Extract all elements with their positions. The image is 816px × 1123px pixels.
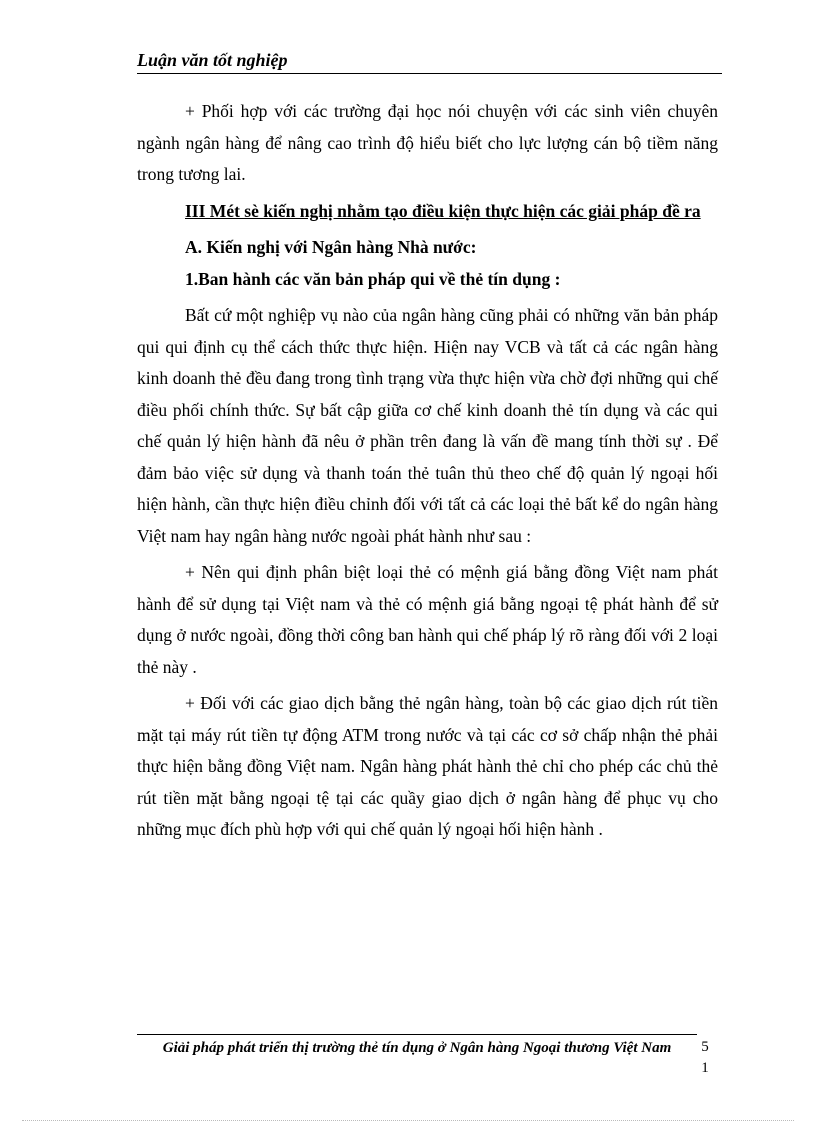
paragraph-cooperation: + Phối hợp với các trường đại học nói chuyện với các sinh viên chuyên ngành ngân hàng để nâng cao trình độ hiểu biết cho lực lượng cán bộ tiềm năng trong tương lai. — [137, 101, 718, 184]
document-body — [137, 96, 718, 846]
subheading-1: 1.Ban hành các văn bản pháp qui về thẻ tín dụng : — [185, 268, 561, 289]
section-heading: III Mét sè kiến nghị nhằm tạo điều kiện thực hiện các giải pháp đề ra — [185, 200, 701, 221]
paragraph-regulations: Bất cứ một nghiệp vụ nào của ngân hàng cũng phải có những văn bản pháp qui qui định cụ thể cách thức thực hiện. Hiện nay VCB và tất cả các ngân hàng kinh doanh thẻ đều đang trong tình trạng vừa thực hiện vừa chờ đợi những qui chế điều phối chính thức. Sự bất cập giữa cơ chế kinh doanh thẻ tín dụng và các qui chế quản lý hiện hành đã nêu ở phần trên đang là vấn đề mang tính thời sự . Để đảm bảo việc sử dụng và thanh toán thẻ tuân thủ theo chế độ quản lý ngoại hối hiện hành, cần thực hiện điều chỉnh đối với tất cả các loại thẻ bất kể do ngân hàng Việt nam hay ngân hàng nước ngoài phát hành như sau : — [137, 305, 718, 546]
page-number — [698, 1037, 712, 1079]
paragraph-card-denomination: + Nên qui định phân biệt loại thẻ có mệnh giá bằng đồng Việt nam phát hành để sử dụng tại Việt nam và thẻ có mệnh giá bằng ngoại tệ phát hành để sử dụng ở nước ngoài, đồng thời công ban hành qui chế pháp lý rõ ràng đối với 2 loại thẻ này . — [137, 562, 718, 677]
page-header-title: Luận văn tốt nghiệp — [137, 48, 722, 74]
paragraph-card-transactions: + Đối với các giao dịch bằng thẻ ngân hàng, toàn bộ các giao dịch rút tiền mặt tại máy rút tiền tự động ATM trong nước và tại các cơ sở chấp nhận thẻ phải thực hiện bằng đồng Việt nam. Ngân hàng phát hành thẻ chỉ cho phép các chủ thẻ rút tiền mặt bằng ngoại tệ tại các quầy giao dịch ở ngân hàng để phục vụ cho những mục đích phù hợp với qui chế quản lý ngoại hối hiện hành . — [137, 693, 718, 839]
footer-title: Giải pháp phát triển thị trường thẻ tín dụng ở Ngân hàng Ngoại thương Việt Nam — [162, 1040, 672, 1056]
page-number-digit-2: 1 — [701, 1060, 709, 1076]
page-number-digit-1: 5 — [701, 1039, 709, 1055]
footer-divider — [137, 1034, 697, 1035]
page-bottom-border — [22, 1120, 794, 1121]
subheading-a: A. Kiến nghị với Ngân hàng Nhà nước: — [185, 237, 477, 257]
